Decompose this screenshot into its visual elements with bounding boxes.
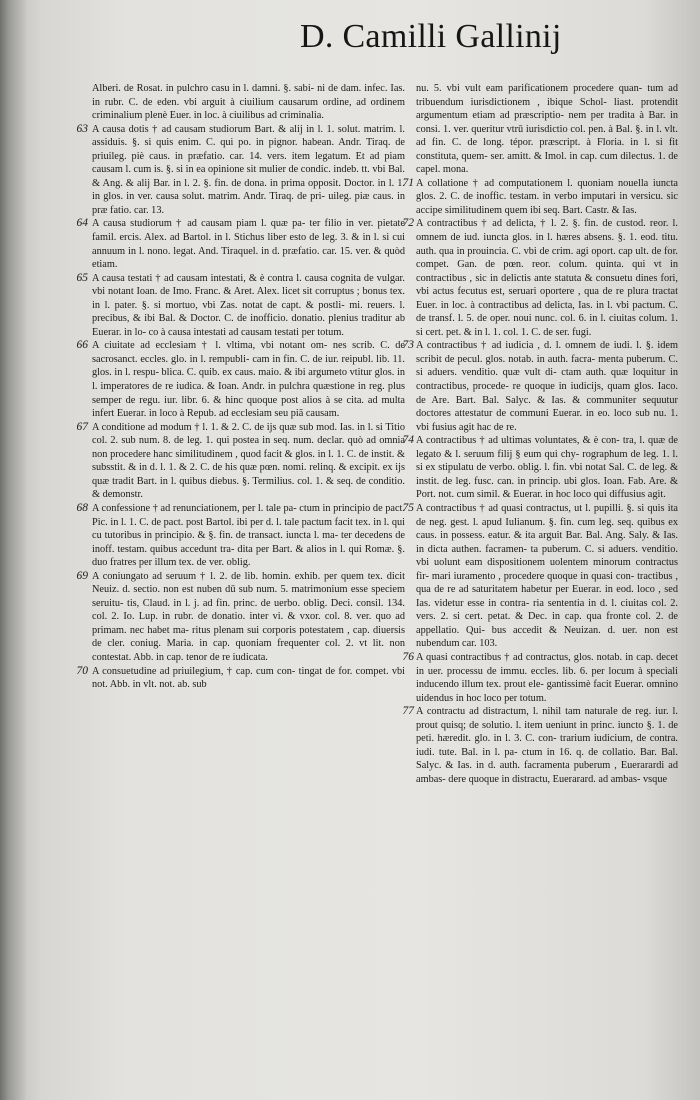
entry-continuation [92,82,405,123]
entry-text: A collatione † ad computationem l. quoniam nouella iuncta glos. 2. C. de inoffic. testam. in verbo imputari in versicu. sic accipe similitudinem quem ibi seq. Bart. Castr. & Ias. [416,177,678,216]
entry-75 [402,501,678,651]
entry-text: A contractibus † ad ultimas voluntates, & è con- tra, l. quæ de legato & l. seruum filij § eum qui chy- rographum de leg. 1. l. si ex stipulatu de verbo. oblig. l. fin. vbi notat Sal. C. de leg. & instit. de leg. fusc. can. in princip. ubi glos. Ioan. Fab. Are. & Port. not. cum simil. & Euerar. in hoc loco qui diffusius agit. [416,435,678,501]
entry-67 [76,420,405,502]
entry-65 [76,271,405,340]
page-gutter-shadow [0,0,26,1100]
running-header: D. Camilli Gallinij [300,18,562,55]
entry-77 [402,705,678,786]
entry-text: A causa dotis † ad causam studiorum Bart. & alij in l. 1. solut. matrim. l. assiduis. §. si quis enim. C. qui po. in pignor. habean. Andr. Tiraq. de priuileg. piè caus. in præfatio. car. 14. vers. item legatum. Et ad piam causam l. cum is. §. si in ea opinione sit mulier de condic. indeb. tt. vbi Bal. & Ang. & alij Bar. in l. 2. §. fin. de dona. in prima opposit. Doctor. in l. 1. in glos. in ver. causa solut. matrim. Andr. Tiraq. de pri- uileg. piæ caus. in præ fatio. car. 13. [92,123,405,216]
entry-number: 65 [76,271,88,284]
entry-68 [76,501,405,570]
entry-text: nu. 5. vbi vult eam parificationem procedere quan- tum ad tribuendum iurisdictionem , ibique Schol- liast. protendit argumentum etiam ad præscriptio- nem per tradita à Bar. in consi. 1. ver. queritur vtrū iurisdictio col. pen. à Bal. §. in l. vlt. ad fin. C. de long. tépor. præscript. à Floria. in l. si fit constituta, quem- ser. amitt. & Imol. in cap. cum dilectus. 1. de capel. mona. [416,83,678,176]
entry-text: A confessione † ad renunciationem, per l. tale pa- ctum in principio de pact. Pic. in l. 1. C. de pact. post Bartol. ibi per d. l. tale pactum facit tex. in l. qui cu tutoribus in principio. & §. fin. de transact. iuncta l. ma- ter decedens de inoff. testam. quibus accedunt tra- dita per Bart. & alios in l. qui Romæ. §. duo fratres per illum tex. de ver. oblig. [92,502,405,569]
entry-text: Alberi. de Rosat. in pulchro casu in l. damni. §. sabi- ni de dam. infec. Ias. in rubr. C. de eden. vbi arguit à ciuilium causarum ordine, ad ordinem criminalium plenè Euer. in loc. à ciuilibus ad criminalia. [92,83,405,122]
entry-number: 76 [402,650,414,663]
entry-73 [402,339,678,434]
entry-70 [76,664,405,692]
entry-text: A causa testati † ad causam intestati, & è contra l. causa cognita de vulgar. vbi notant Ioan. de Imo. Franc. & Aret. Alex. licet sit corruptus ; bonus tex. in l. pater. §. si mortuo, vbi Zas. notat de capt. & postli- mi. reuers. l. precibus, & ibi Bal. & Doctor. C. de inofficio. donatio. plenius traditur ab Euerar. in lo- co à causa intestati ad causam testati per totum. [92,272,405,338]
entry-number: 71 [402,176,414,189]
entry-number: 72 [402,217,414,230]
entry-number: 63 [76,122,88,135]
entry-text: A quasi contractibus † ad contractus, glos. notab. in cap. decet in uer. processu de immu. eccles. lib. 6. per locum à speciali inducendo illum tex. prout ele- gantissimè facit Euerar. omnino uidendus in hoc loco per totum. [416,651,678,704]
entry-text: A consuetudine ad priuilegium, † cap. cum con- tingat de for. compet. vbi not. Abb. in vlt. not. ab. sub [92,665,405,691]
entry-71 [402,176,678,218]
entry-text: A conditione ad modum † l. 1. & 2. C. de ijs quæ sub mod. Ias. in l. si Titio col. 2. sub num. 8. de leg. 1. qui postea in seq. num. declar. quò ad omnia non procedere hanc similitudinem , quod facit & glos. in l. 1. C. de instit. & subsstit. & in d. l. 1. & 2. C. de his quæ pœn. nomi. relinq. & excipit. ex ijs quæ tradit Bart. in l. quibus diebus. §. Termilius. col. 1. & seq. de conditio. & demonstr. [92,421,405,501]
left-column [76,82,405,692]
entry-number: 77 [402,705,414,718]
entry-number: 73 [402,339,414,352]
entry-text: A contractibus † ad delicta, † l. 2. §. fin. de custod. reor. l. omnem de iud. iuncta glos. in l. hæres absens. §. 1. eod. titu. auth. qua in prouincia. C. vbi de crim. agi oport. cap ult. de for. compet. Gan. de pœn. reor. colum. quinta. qui vt in contractibus , sic in delictis ante statuta & consuetu dines fori, vbi actus fecutus est, seruari oportere , qua de re plura tractat Euer. in loc. à contractibus ad delicta, Ias. in l. vbi pactum. C. de transf. l. 5. de oper. noui nunc. col. 6. in l. ciuitas colum. 1. si cert. pet. & in l. 1. col. 1. C. de ser. fugi. [416,218,678,338]
entry-text: A ciuitate ad ecclesiam † l. vltima, vbi notant om- nes scrib. C. de sacrosanct. eccles. glo. in l. rempubli- cam in fin. C. de iur. reipubl. lib. 11. glos. in l. respu- blica. C. quib. ex caus. maio. & ibi argumeto vtitur glos. in l. imperatores de re iudica. & Ioan. Andr. in pulchra quæstione in reg. plus semper de regu. iur. libr. 6. & hinc quoque post alios à se cita. ad multa infert Euerar. in loco à Repub. ad ecclesiam seu piã causam. [92,340,405,420]
entry-text: A contractibus † ad quasi contractus, ut l. pupilli. §. si quis ita de neg. gest. l. apud Iulianum. §. fin. cum leg. seq. quibus ex caus. in possess. eatur. & ita arguit Bar. Bal. Ang. Saly. & Ias. in dicta authen. facramen- ta puberum. C. si aduers. venditio. vbi uolunt eam dispositionem uolentem minorum contractus fir- mari iuramento , procedere quoque in quasi con- tractibus , qua de re ad saturitatem habetur per Euerar. in eod. loco , sed Ias. videtur esse in contra- ria sententia in d. l. ciuitas col. 2. vers. 2. si cert. petat. & Dec. in cap. qua fronte col. 2. de appellatio. Qui- bus accedit & Neuizan. d. uer. non est nubendum car. 103. [416,502,678,650]
entry-text: A causa studiorum † ad causam piam l. quæ pa- ter filio in ver. pietate famil. ercis. Alex. ad Bartol. in l. Stichus liber esto de leg. 3. & in l. si cui annuum in l. nono. legat. And. Tiraquel. in d. præfatio. car. 15. ver. & quòd etiam. [92,218,405,271]
entry-number: 74 [402,434,414,447]
entry-number: 75 [402,501,414,514]
entry-number: 70 [76,664,88,677]
entry-number: 64 [76,217,88,230]
entry-number: 68 [76,501,88,514]
entry-number: 66 [76,339,88,352]
entry-64 [76,217,405,271]
entry-76 [402,650,678,705]
entry-text: A coniungato ad seruum † l. 2. de lib. homin. exhib. per quem tex. dicit Neuiz. d. sectio. non est nuben dū sub num. 5. matrimonium esse speciem seruitu- tis, Claud. in l. j. ad fin. princ. de uerbo. oblig. Deci. consil. 134. col. 2. Io. Lup. in rubr. de donatio. inter vi. & vxor. col. 8. ver. quo ad primam. nec habet ma- ritus plenam sui corporis potestatem , cap. diuersis de cler. coniug. Maria. in cap. quoniam frequenter col. 2. vt lit. non contestat. Abb. in cap. tenor de re iudicata. [92,570,405,663]
entry-text: A contractibus † ad iudicia , d. l. omnem de iudi. l. §. idem scribit de pecul. glos. notab. in auth. facra- menta puberum. C. si aduers. venditio. quæ vult di- ctam auth. quæ loquitur in contractibus, procede- re quoque in iudicijs, quam glos. Iaco. de Are. Bart. Bal. Salyc. & Ias. & communiter sequutur doctores attestatur de communi Euerar. in eo. loco sub nu. 1. vbi fusius agit hac de re. [416,340,678,433]
entry-74 [402,434,678,502]
entry-66 [76,339,405,420]
entry-continuation [416,82,678,177]
entry-text: A contractu ad distractum, l. nihil tam naturale de reg. iur. l. prout quisq; de solutio. l. item ueniunt in princ. iuncto §. 1. de peti. hæredit. glo. in l. 3. C. con- trarium iudicium, de contra. iudi. tute. Bal. in l. pa- ctum in 16. q. de collatio. Bar. Bal. Salyc. & Ias. in d. auth. facramenta puberum , Euerarardi ad ambas- dere quoque in distractu, Euerarard. ad ambas- vsque [416,706,678,785]
entry-number: 67 [76,420,88,433]
entry-number: 69 [76,569,88,582]
entry-63 [76,122,405,218]
entry-72 [402,217,678,339]
right-column [402,82,678,786]
entry-69 [76,569,405,665]
